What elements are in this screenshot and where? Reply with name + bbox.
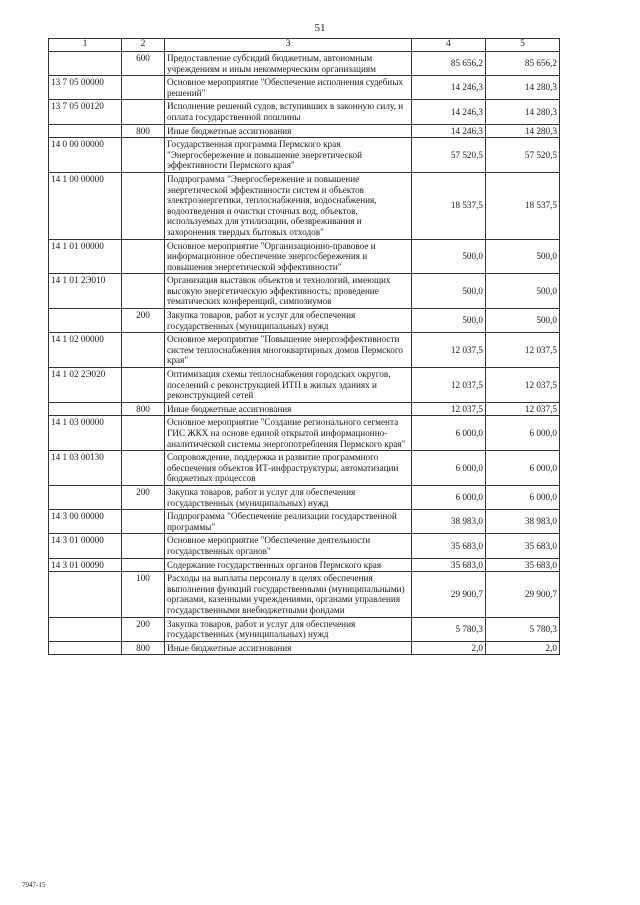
cell-amount-2: 12 037,5: [486, 402, 560, 416]
cell-code: 14 1 03 00000: [49, 416, 122, 451]
cell-expense-type: [122, 138, 165, 173]
cell-expense-type: 800: [122, 641, 165, 655]
table-row: [49, 76, 560, 100]
cell-amount-1: 14 246,3: [412, 76, 486, 100]
table-header: [49, 39, 560, 52]
cell-name: Основное мероприятие "Обеспечение исполнения судебных решений": [165, 76, 412, 100]
table-row: [49, 333, 560, 368]
cell-amount-1: 85 656,2: [412, 52, 486, 76]
budget-table: [48, 38, 560, 655]
cell-name: Подпрограмма "Обеспечение реализации государственной программы": [165, 510, 412, 534]
cell-code: [49, 124, 122, 138]
cell-amount-2: 500,0: [486, 239, 560, 274]
page-number: 51: [314, 22, 326, 34]
cell-name: Оптимизация схемы теплоснабжения городских округов, поселений с реконструкцией ИТП в жилых зданиях и реконструкцией сетей: [165, 368, 412, 403]
cell-name: Предоставление субсидий бюджетным, автономным учреждениям и иным некоммерческим организациям: [165, 52, 412, 76]
cell-amount-1: 12 037,5: [412, 368, 486, 403]
cell-code: [49, 641, 122, 655]
header-col-5: 5: [486, 39, 560, 52]
table-body: [49, 52, 560, 655]
cell-amount-2: 85 656,2: [486, 52, 560, 76]
header-col-2: 2: [122, 39, 165, 52]
cell-code: 14 1 00 00000: [49, 172, 122, 239]
cell-expense-type: [122, 239, 165, 274]
cell-amount-2: 12 037,5: [486, 368, 560, 403]
cell-name: Государственная программа Пермского края "Энергосбережение и повышение энергетической эффективности Пермского края": [165, 138, 412, 173]
cell-amount-1: 29 900,7: [412, 572, 486, 617]
cell-expense-type: 200: [122, 617, 165, 641]
cell-amount-2: 12 037,5: [486, 333, 560, 368]
cell-amount-1: 35 683,0: [412, 558, 486, 572]
cell-amount-1: 2,0: [412, 641, 486, 655]
cell-code: 14 1 03 00130: [49, 451, 122, 486]
cell-expense-type: [122, 416, 165, 451]
cell-expense-type: [122, 76, 165, 100]
cell-expense-type: 200: [122, 309, 165, 333]
table-row: [49, 274, 560, 309]
cell-name: Основное мероприятие "Обеспечение деятельности государственных органов": [165, 534, 412, 558]
cell-amount-1: 500,0: [412, 239, 486, 274]
header-col-1: 1: [49, 39, 122, 52]
cell-name: Подпрограмма "Энергосбережение и повышение энергетической эффективности систем и объектов электроэнергетики, теплоснабжения, водоснабжения, водоотведения и очистки сточных вод, объектов, используемых для утилизации, обезвреживания и захоронения твердых бытовых отходов": [165, 172, 412, 239]
cell-code: [49, 572, 122, 617]
header-row: [49, 39, 560, 52]
cell-name: Закупка товаров, работ и услуг для обеспечения государственных (муниципальных) нужд: [165, 485, 412, 509]
table-row: [49, 309, 560, 333]
table-row: [49, 368, 560, 403]
cell-amount-1: 6 000,0: [412, 485, 486, 509]
cell-code: [49, 52, 122, 76]
cell-amount-1: 6 000,0: [412, 451, 486, 486]
cell-amount-1: 500,0: [412, 274, 486, 309]
cell-code: 14 0 00 00000: [49, 138, 122, 173]
cell-amount-1: 18 537,5: [412, 172, 486, 239]
table-row: [49, 510, 560, 534]
table-row: [49, 416, 560, 451]
cell-expense-type: [122, 534, 165, 558]
cell-amount-2: 2,0: [486, 641, 560, 655]
cell-code: 14 1 02 00000: [49, 333, 122, 368]
cell-name: Закупка товаров, работ и услуг для обеспечения государственных (муниципальных) нужд: [165, 617, 412, 641]
footer-code: 7947-15: [22, 881, 46, 889]
cell-expense-type: [122, 510, 165, 534]
cell-code: [49, 485, 122, 509]
cell-amount-1: 35 683,0: [412, 534, 486, 558]
cell-expense-type: [122, 558, 165, 572]
header-col-4: 4: [412, 39, 486, 52]
cell-code: 14 3 01 00090: [49, 558, 122, 572]
cell-amount-1: 14 246,3: [412, 124, 486, 138]
cell-expense-type: [122, 172, 165, 239]
cell-expense-type: [122, 368, 165, 403]
cell-amount-2: 5 780,3: [486, 617, 560, 641]
cell-expense-type: 200: [122, 485, 165, 509]
cell-amount-2: 6 000,0: [486, 416, 560, 451]
cell-amount-1: 500,0: [412, 309, 486, 333]
header-col-3: 3: [165, 39, 412, 52]
cell-code: 13 7 05 00120: [49, 100, 122, 124]
cell-amount-1: 12 037,5: [412, 333, 486, 368]
table-row: [49, 138, 560, 173]
table-row: [49, 100, 560, 124]
cell-name: Сопровождение, поддержка и развитие программного обеспечения объектов ИТ-инфраструктуры, автоматизации бюджетных процессов: [165, 451, 412, 486]
cell-code: 14 1 02 2Э020: [49, 368, 122, 403]
cell-amount-2: 57 520,5: [486, 138, 560, 173]
cell-expense-type: 800: [122, 402, 165, 416]
cell-amount-2: 35 683,0: [486, 534, 560, 558]
cell-expense-type: 100: [122, 572, 165, 617]
cell-name: Основное мероприятие "Организационно-правовое и информационное обеспечение энергосбережения и повышения энергетической эффективности": [165, 239, 412, 274]
cell-name: Содержание государственных органов Пермского края: [165, 558, 412, 572]
cell-name: Организация выставок объектов и технологий, имеющих высокую энергетическую эффективность; проведение тематических конференций, симпозиумов: [165, 274, 412, 309]
cell-amount-1: 6 000,0: [412, 416, 486, 451]
cell-expense-type: [122, 100, 165, 124]
cell-expense-type: [122, 451, 165, 486]
table-row: [49, 617, 560, 641]
table-row: [49, 239, 560, 274]
table-row: [49, 534, 560, 558]
table-row: [49, 402, 560, 416]
table-row: [49, 451, 560, 486]
cell-amount-2: 29 900,7: [486, 572, 560, 617]
cell-code: 14 1 01 2Э010: [49, 274, 122, 309]
cell-expense-type: [122, 274, 165, 309]
cell-amount-2: 18 537,5: [486, 172, 560, 239]
cell-amount-2: 38 983,0: [486, 510, 560, 534]
cell-code: 14 3 00 00000: [49, 510, 122, 534]
cell-expense-type: [122, 333, 165, 368]
table-row: [49, 124, 560, 138]
cell-code: [49, 309, 122, 333]
cell-name: Иные бюджетные ассигнования: [165, 124, 412, 138]
cell-amount-2: 14 280,3: [486, 124, 560, 138]
table-row: [49, 641, 560, 655]
cell-code: [49, 402, 122, 416]
table-row: [49, 558, 560, 572]
cell-code: [49, 617, 122, 641]
cell-code: 14 3 01 00000: [49, 534, 122, 558]
cell-amount-1: 5 780,3: [412, 617, 486, 641]
cell-name: Исполнение решений судов, вступивших в законную силу, и оплата государственной пошлины: [165, 100, 412, 124]
table-row: [49, 485, 560, 509]
cell-name: Основное мероприятие "Повышение энергоэффективности систем теплоснабжения многоквартирных домов Пермского края": [165, 333, 412, 368]
cell-name: Закупка товаров, работ и услуг для обеспечения государственных (муниципальных) нужд: [165, 309, 412, 333]
cell-amount-2: 14 280,3: [486, 100, 560, 124]
table-row: [49, 52, 560, 76]
table-row: [49, 572, 560, 617]
cell-name: Иные бюджетные ассигнования: [165, 641, 412, 655]
cell-amount-1: 38 983,0: [412, 510, 486, 534]
cell-name: Основное мероприятие "Создание регионального сегмента ГИС ЖКХ на основе единой открытой информационно-аналитической системы энергопотребления Пермского края": [165, 416, 412, 451]
cell-amount-2: 500,0: [486, 309, 560, 333]
cell-expense-type: 800: [122, 124, 165, 138]
cell-name: Расходы на выплаты персоналу в целях обеспечения выполнения функций государственными (муниципальными) органами, казенными учреждениями, органами управления государственными внебюджетными фондами: [165, 572, 412, 617]
table-row: [49, 172, 560, 239]
cell-code: 14 1 01 00000: [49, 239, 122, 274]
cell-amount-1: 12 037,5: [412, 402, 486, 416]
cell-amount-1: 57 520,5: [412, 138, 486, 173]
cell-amount-2: 6 000,0: [486, 451, 560, 486]
cell-amount-2: 6 000,0: [486, 485, 560, 509]
cell-amount-1: 14 246,3: [412, 100, 486, 124]
cell-amount-2: 35 683,0: [486, 558, 560, 572]
cell-amount-2: 500,0: [486, 274, 560, 309]
cell-expense-type: 600: [122, 52, 165, 76]
cell-amount-2: 14 280,3: [486, 76, 560, 100]
cell-code: 13 7 05 00000: [49, 76, 122, 100]
cell-name: Иные бюджетные ассигнования: [165, 402, 412, 416]
